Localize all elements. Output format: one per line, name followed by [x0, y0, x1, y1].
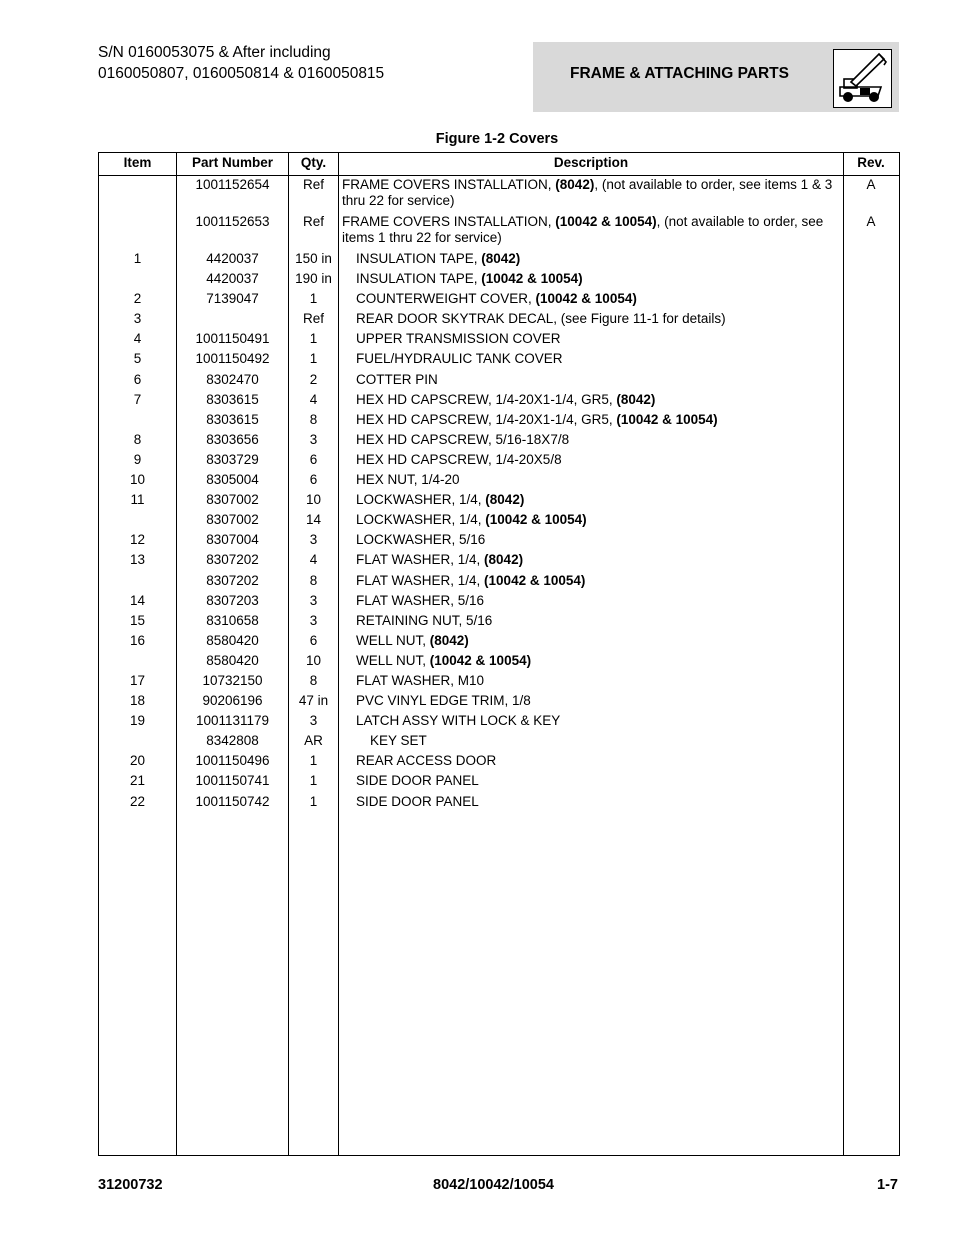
quantity-cell: 6 [309, 472, 318, 488]
description-text: LOCKWASHER, 1/4, [356, 492, 486, 508]
item-number-cell: 19 [129, 713, 146, 729]
table-row [99, 213, 899, 250]
table-row [99, 551, 899, 571]
part-number-cell: 8307002 [206, 492, 259, 508]
description-cell [342, 214, 842, 246]
column-header-rev: Rev. [857, 155, 885, 170]
description-cell [356, 251, 856, 267]
item-number-cell: 12 [129, 532, 146, 548]
item-number-cell: 16 [129, 632, 146, 648]
model-applicability-text: (8042) [485, 492, 525, 508]
quantity-cell: 2 [309, 371, 318, 387]
table-row [99, 411, 899, 431]
item-number-cell: 18 [129, 693, 146, 709]
description-text: FRAME COVERS INSTALLATION, [342, 177, 556, 192]
item-number-cell: 13 [129, 552, 146, 568]
footer-document-number: 31200732 [98, 1177, 163, 1193]
table-row [99, 752, 899, 772]
description-cell [356, 753, 856, 769]
description-text: LOCKWASHER, 5/16 [356, 532, 486, 548]
description-cell [356, 311, 856, 327]
table-row [99, 712, 899, 732]
item-number-cell: 6 [133, 371, 142, 387]
quantity-cell: 3 [309, 713, 318, 729]
description-text: REAR DOOR SKYTRAK DECAL, (see Figure 11-1 for details) [356, 311, 726, 327]
description-text: FLAT WASHER, 5/16 [356, 592, 485, 608]
description-cell [342, 177, 842, 209]
model-applicability-text: (10042 & 10054) [535, 291, 637, 307]
part-number-cell: 8303656 [206, 431, 259, 447]
part-number-cell: 1001152654 [195, 177, 270, 192]
description-cell [356, 452, 856, 468]
description-text: FLAT WASHER, M10 [356, 672, 485, 688]
table-row [99, 612, 899, 632]
quantity-cell: Ref [302, 177, 324, 192]
quantity-cell: 3 [309, 532, 318, 548]
table-row [99, 793, 899, 813]
item-number-cell: 17 [129, 672, 146, 688]
description-cell [356, 693, 856, 709]
model-applicability-text: (10042 & 10054) [484, 572, 586, 588]
part-number-cell: 90206196 [202, 693, 263, 709]
model-applicability-text: (8042) [429, 632, 469, 648]
item-number-cell: 20 [129, 753, 146, 769]
description-cell [356, 432, 856, 448]
part-number-cell: 8307002 [206, 512, 259, 528]
part-number-cell: 8303615 [206, 411, 259, 427]
item-number-cell: 15 [129, 612, 146, 628]
part-number-cell: 8310658 [206, 612, 259, 628]
serial-number-block [98, 42, 384, 84]
description-text: FLAT WASHER, 1/4, [356, 552, 485, 568]
part-number-cell: 8580420 [206, 632, 259, 648]
item-number-cell: 3 [133, 311, 142, 327]
part-number-cell: 8305004 [206, 472, 259, 488]
description-cell [356, 552, 856, 568]
description-text: HEX HD CAPSCREW, 5/16-18X7/8 [356, 431, 570, 447]
table-row [99, 250, 899, 270]
description-text: SIDE DOOR PANEL [356, 793, 479, 809]
model-applicability-text: (10042 & 10054) [555, 214, 657, 229]
table-row [99, 451, 899, 471]
part-number-cell: 7139047 [206, 291, 259, 307]
description-text: HEX NUT, 1/4-20 [356, 472, 460, 488]
part-number-cell: 1001150741 [195, 773, 270, 789]
description-text: HEX HD CAPSCREW, 1/4-20X1-1/4, GR5, [356, 391, 617, 407]
part-number-cell: 8580420 [206, 652, 259, 668]
model-applicability-text: (10042 & 10054) [485, 512, 587, 528]
description-cell [356, 331, 856, 347]
model-applicability-text: (8042) [484, 552, 524, 568]
description-text: COUNTERWEIGHT COVER, [356, 291, 536, 307]
part-number-cell: 10732150 [202, 672, 263, 688]
description-text: LOCKWASHER, 1/4, [356, 512, 486, 528]
quantity-cell: 3 [309, 612, 318, 628]
part-number-cell: 8303729 [206, 451, 259, 467]
model-applicability-text: (8042) [555, 177, 595, 192]
description-text: , (not available to order, see items 1 & 3 thru 22 for service) [342, 177, 833, 208]
table-row [99, 350, 899, 370]
description-cell [356, 392, 856, 408]
quantity-cell: 10 [305, 492, 322, 508]
quantity-cell: 4 [309, 391, 318, 407]
table-row [99, 176, 899, 213]
part-number-cell: 1001152653 [195, 214, 270, 229]
item-number-cell: 1 [133, 251, 142, 266]
quantity-cell: 190 in [295, 271, 332, 287]
figure-title: Figure 1-2 Covers [435, 131, 559, 147]
description-text: RETAINING NUT, 5/16 [356, 612, 493, 628]
section-title: FRAME & ATTACHING PARTS [570, 65, 789, 82]
table-row [99, 270, 899, 290]
description-cell [370, 733, 870, 749]
column-header-item: Item [123, 155, 152, 170]
item-number-cell: 5 [133, 351, 142, 367]
description-text: FRAME COVERS INSTALLATION, [342, 214, 556, 229]
parts-table [98, 152, 900, 1156]
quantity-cell: 8 [309, 672, 318, 688]
table-row [99, 431, 899, 451]
quantity-cell: AR [304, 733, 323, 749]
description-text: SIDE DOOR PANEL [356, 773, 479, 789]
description-cell [356, 613, 856, 629]
quantity-cell: 1 [309, 351, 318, 367]
model-applicability-text: (10042 & 10054) [481, 271, 583, 287]
table-row [99, 592, 899, 612]
item-number-cell: 7 [133, 391, 142, 407]
quantity-cell: 1 [309, 331, 318, 347]
description-text: WELL NUT, [356, 652, 430, 668]
part-number-cell: 8307203 [206, 592, 259, 608]
model-applicability-text: (8042) [481, 251, 521, 266]
description-cell [356, 773, 856, 789]
item-number-cell: 21 [129, 773, 146, 789]
description-cell [356, 492, 856, 508]
column-header-qty: Qty. [300, 155, 327, 170]
description-text: , (not available to order, see items 1 thru 22 for service) [342, 214, 824, 245]
quantity-cell: 1 [309, 291, 318, 307]
part-number-cell: 8307202 [206, 552, 259, 568]
description-cell [356, 653, 856, 669]
table-row [99, 290, 899, 310]
revision-cell: A [866, 177, 876, 192]
description-cell [356, 271, 856, 287]
description-cell [356, 291, 856, 307]
part-number-cell: 8307202 [206, 572, 259, 588]
item-number-cell: 11 [130, 492, 145, 508]
quantity-cell: Ref [302, 311, 324, 327]
quantity-cell: 8 [309, 411, 318, 427]
table-row [99, 772, 899, 792]
quantity-cell: 14 [305, 512, 322, 528]
description-cell [356, 472, 856, 488]
column-header-description: Description [553, 155, 629, 170]
table-row [99, 732, 899, 752]
description-cell [356, 573, 856, 589]
description-cell [356, 532, 856, 548]
table-row [99, 572, 899, 592]
description-text: WELL NUT, [356, 632, 430, 648]
description-text: HEX HD CAPSCREW, 1/4-20X1-1/4, GR5, [356, 411, 617, 427]
description-text: REAR ACCESS DOOR [356, 753, 497, 769]
part-number-cell: 8307004 [206, 532, 259, 548]
quantity-cell: 150 in [295, 251, 332, 266]
model-applicability-text: (10042 & 10054) [429, 652, 532, 668]
model-applicability-text: (8042) [616, 391, 656, 407]
quantity-cell: 8 [309, 572, 318, 588]
table-row [99, 672, 899, 692]
quantity-cell: 1 [309, 793, 318, 809]
part-number-cell: 4420037 [206, 251, 259, 266]
description-cell [356, 794, 856, 810]
item-number-cell: 14 [129, 592, 146, 608]
item-number-cell: 22 [129, 793, 146, 809]
column-header-part-number: Part Number [191, 155, 274, 170]
description-text: FLAT WASHER, 1/4, [356, 572, 485, 588]
footer-page-number: 1-7 [877, 1177, 898, 1193]
quantity-cell: 1 [309, 753, 318, 769]
serial-line-2: 0160050807, 0160050814 & 0160050815 [98, 65, 385, 82]
quantity-cell: 6 [309, 451, 318, 467]
table-row [99, 692, 899, 712]
description-cell [356, 372, 856, 388]
quantity-cell: 6 [309, 632, 318, 648]
quantity-cell: 10 [305, 652, 322, 668]
table-row [99, 330, 899, 350]
part-number-cell: 1001150496 [195, 753, 270, 769]
table-row [99, 652, 899, 672]
item-number-cell: 9 [133, 451, 142, 467]
item-number-cell: 2 [133, 291, 142, 307]
description-text: KEY SET [370, 733, 427, 749]
description-cell [356, 512, 856, 528]
description-text: INSULATION TAPE, [356, 251, 482, 266]
item-number-cell: 10 [129, 472, 146, 488]
model-applicability-text: (10042 & 10054) [616, 411, 718, 427]
quantity-cell: 1 [309, 773, 318, 789]
description-text: LATCH ASSY WITH LOCK & KEY [356, 713, 561, 729]
revision-cell: A [866, 214, 876, 229]
description-text: FUEL/HYDRAULIC TANK COVER [356, 351, 563, 367]
item-number-cell: 4 [133, 331, 142, 347]
quantity-cell: 3 [309, 431, 318, 447]
footer-model-numbers: 8042/10042/10054 [433, 1177, 554, 1193]
description-cell [356, 673, 856, 689]
item-number-cell: 8 [133, 431, 142, 447]
part-number-cell: 1001150742 [195, 793, 270, 809]
description-cell [356, 593, 856, 609]
table-row [99, 310, 899, 330]
telehandler-icon [833, 49, 892, 108]
quantity-cell: 47 in [298, 693, 329, 709]
description-cell [356, 713, 856, 729]
part-number-cell: 1001150492 [195, 351, 270, 367]
table-row [99, 511, 899, 531]
description-text: COTTER PIN [356, 371, 438, 387]
table-row [99, 471, 899, 491]
part-number-cell: 4420037 [206, 271, 259, 287]
part-number-cell: 8302470 [206, 371, 259, 387]
description-text: HEX HD CAPSCREW, 1/4-20X5/8 [356, 451, 562, 467]
serial-line-1: S/N 0160053075 & After including [98, 44, 331, 61]
description-cell [356, 633, 856, 649]
table-row [99, 531, 899, 551]
part-number-cell: 1001131179 [195, 713, 270, 729]
quantity-cell: 3 [309, 592, 318, 608]
quantity-cell: 4 [309, 552, 318, 568]
part-number-cell: 1001150491 [195, 331, 270, 347]
description-text: PVC VINYL EDGE TRIM, 1/8 [356, 693, 531, 709]
parts-table-body [99, 176, 899, 813]
table-row [99, 391, 899, 411]
part-number-cell: 8342808 [206, 733, 259, 749]
description-cell [356, 412, 856, 428]
table-row [99, 371, 899, 391]
part-number-cell: 8303615 [206, 391, 259, 407]
description-cell [356, 351, 856, 367]
description-text: INSULATION TAPE, [356, 271, 482, 287]
table-row [99, 632, 899, 652]
table-row [99, 491, 899, 511]
description-text: UPPER TRANSMISSION COVER [356, 331, 561, 347]
quantity-cell: Ref [302, 214, 324, 229]
